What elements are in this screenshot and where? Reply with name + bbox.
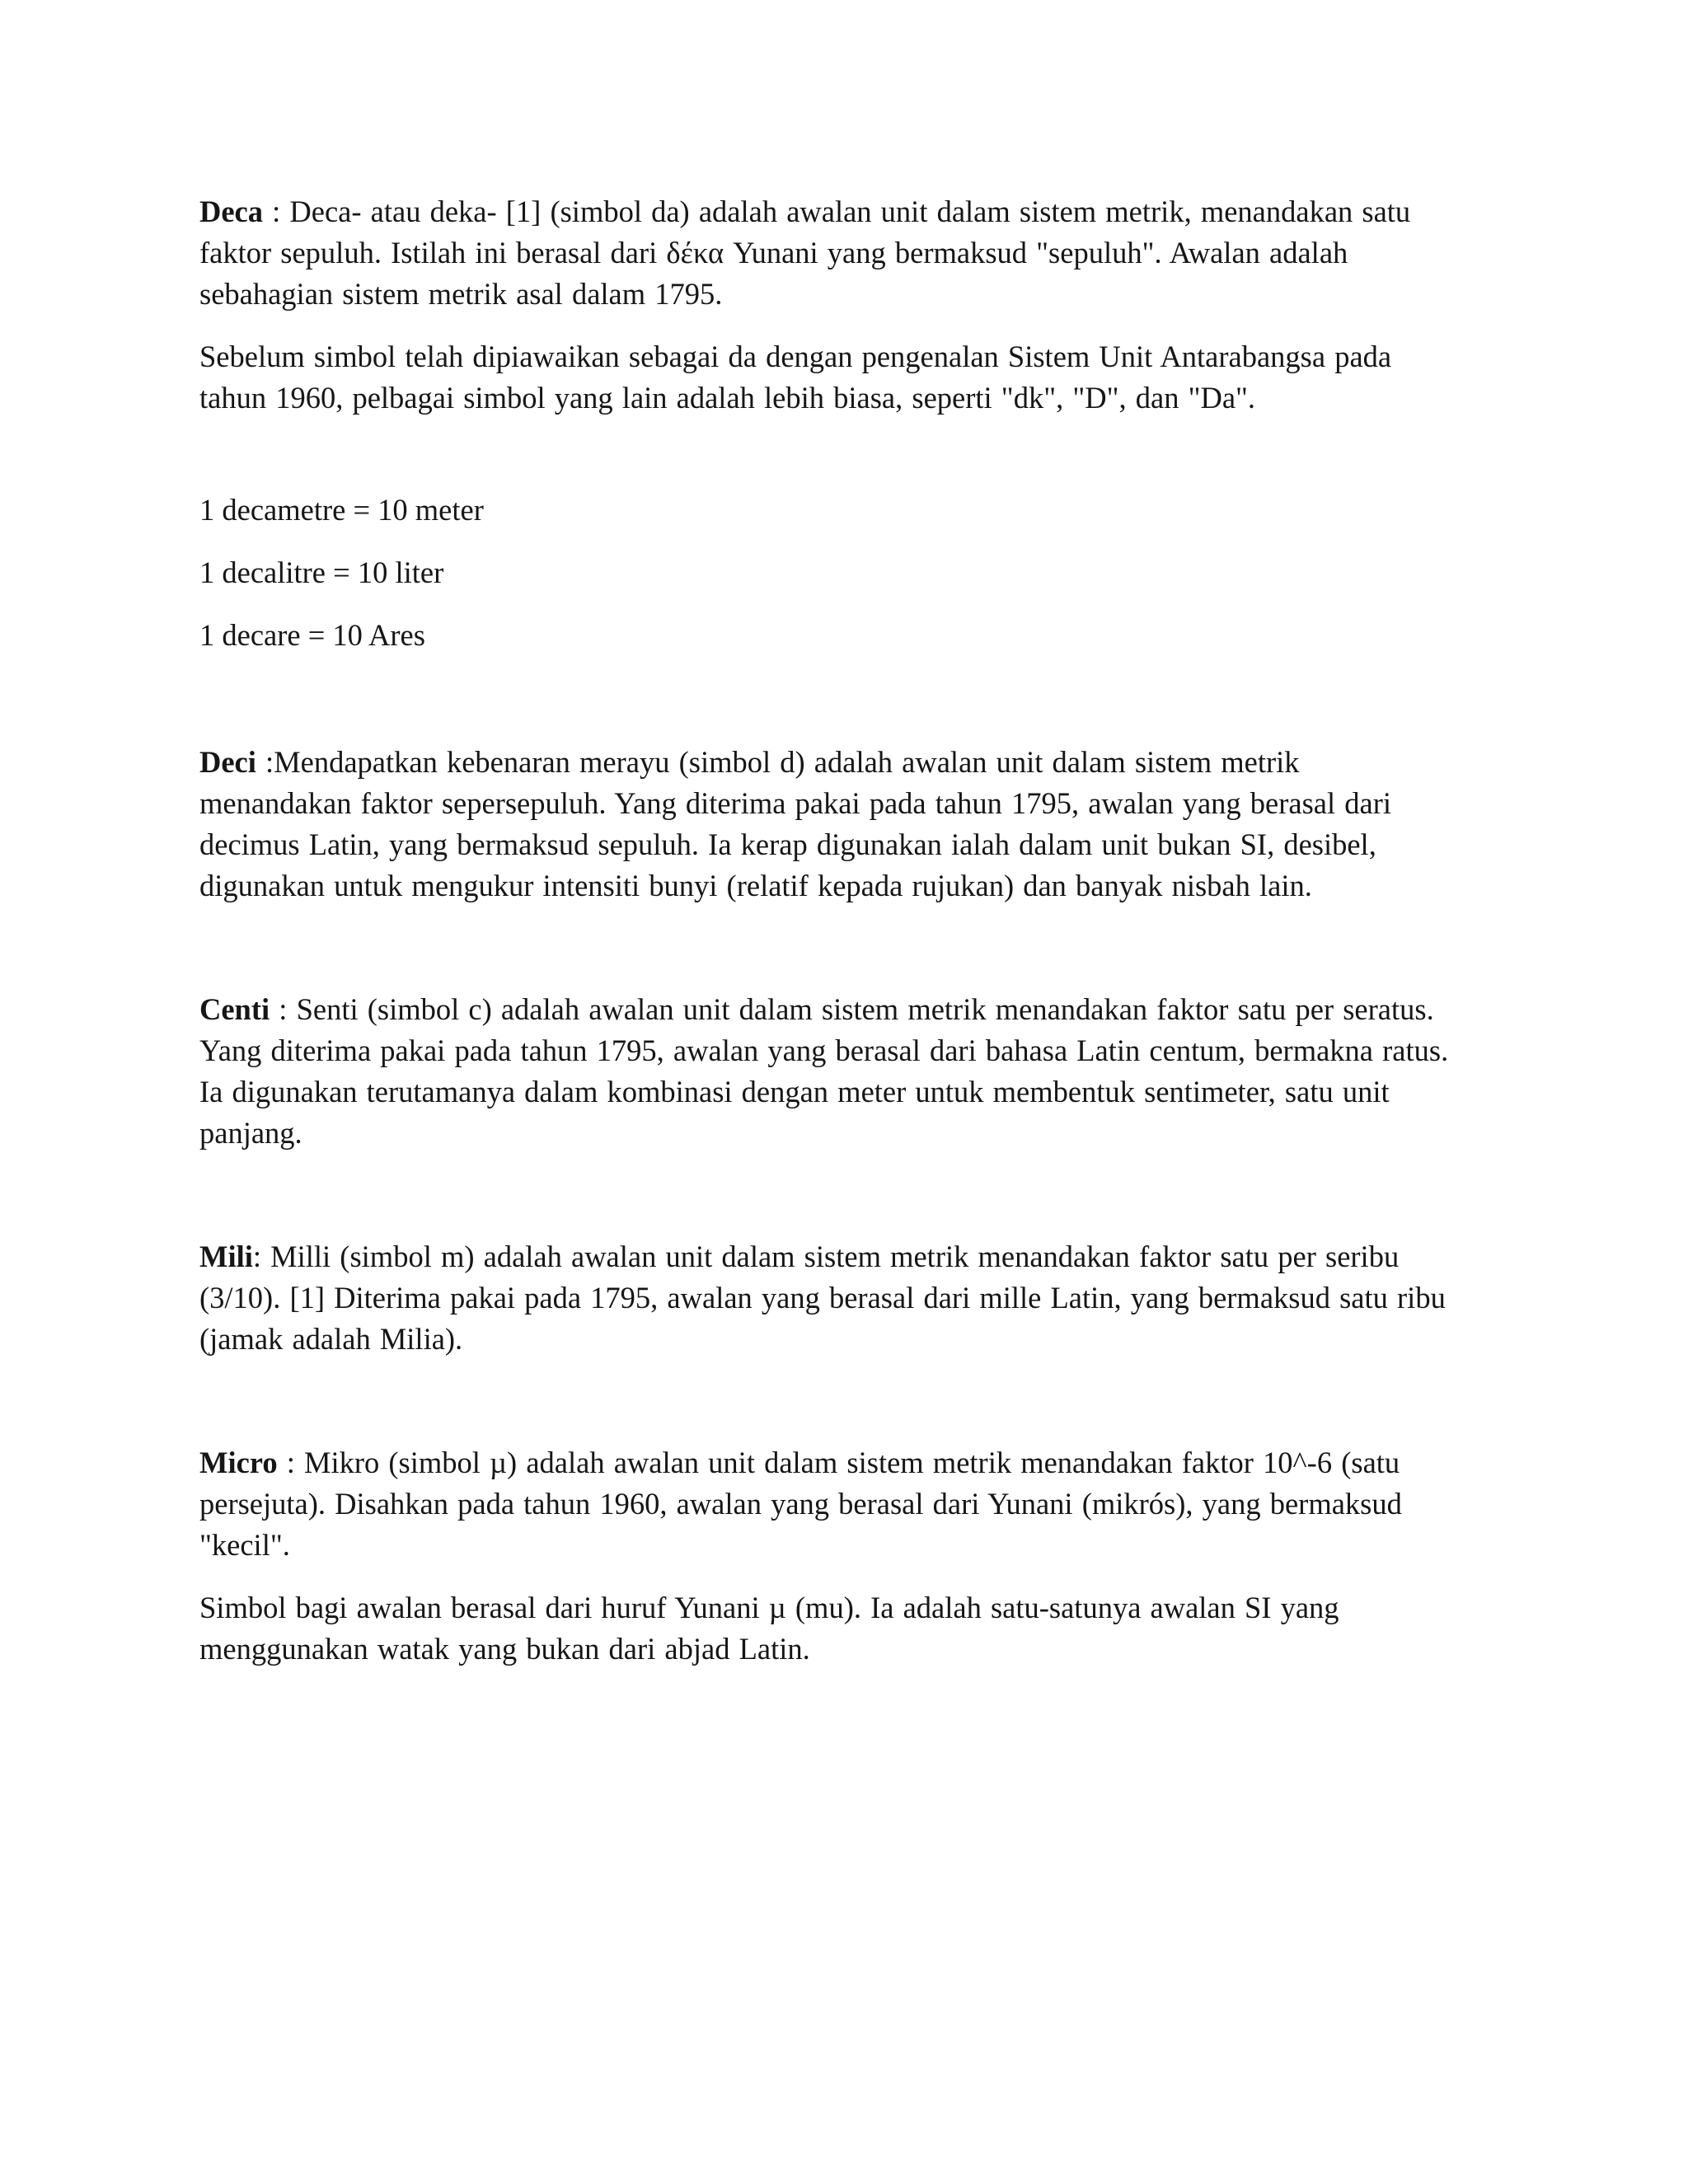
micro-separator: : (277, 1446, 304, 1479)
deci-paragraph-1 (199, 742, 1452, 907)
micro-paragraph-1 (199, 1442, 1452, 1566)
deca-paragraph-2: Sebelum simbol telah dipiawaikan sebagai da dengan pengenalan Sistem Unit Antarabangsa pada tahun 1960, pelbagai simbol yang lain adalah lebih biasa, seperti "dk", "D", dan "Da". (199, 340, 1392, 415)
centi-separator: : (270, 992, 297, 1026)
document-page (199, 191, 1452, 1670)
deca-paragraph-1 (199, 191, 1452, 315)
section-centi (199, 989, 1452, 1154)
mili-term: Mili (199, 1240, 253, 1273)
centi-text-1: Senti (simbol c) adalah awalan unit dalam sistem metrik menandakan faktor satu per seratus. Yang diterima pakai pada tahun 1795, awalan yang berasal dari bahasa Latin centum, bermakna ratus. Ia digunakan terutamanya dalam kombinasi dengan meter untuk membentuk sentimeter, satu unit panjang. (199, 992, 1449, 1150)
deca-separator: : (263, 194, 290, 228)
section-deci (199, 742, 1452, 907)
unit-line-decametre: 1 decametre = 10 meter (199, 493, 484, 527)
centi-paragraph-1 (199, 989, 1452, 1154)
section-deca (199, 191, 1452, 656)
deca-unit-list (199, 490, 1452, 656)
micro-term: Micro (199, 1446, 278, 1479)
mili-text-1: Milli (simbol m) adalah awalan unit dalam sistem metrik menandakan faktor satu per seribu (3/10). [1] Diterima pakai pada 1795, awalan yang berasal dari mille Latin, yang bermaksud satu ribu (jamak adalah Milia). (199, 1240, 1446, 1356)
mili-paragraph-1 (199, 1236, 1452, 1360)
deca-term: Deca (199, 194, 264, 228)
deci-separator: : (256, 745, 274, 779)
unit-line-decare: 1 decare = 10 Ares (199, 618, 425, 652)
deca-text-1: Deca- atau deka- [1] (simbol da) adalah awalan unit dalam sistem metrik, menandakan satu faktor sepuluh. Istilah ini berasal dari δέκα Yunani yang bermaksud "sepuluh". Awalan adalah sebahagian sistem metrik asal dalam 1795. (199, 194, 1411, 311)
deci-term: Deci (199, 745, 256, 779)
micro-paragraph-2: Simbol bagi awalan berasal dari huruf Yunani µ (mu). Ia adalah satu-satunya awalan SI yang menggunakan watak yang bukan dari abjad Latin. (199, 1591, 1339, 1666)
deci-text-1: Mendapatkan kebenaran merayu (simbol d) adalah awalan unit dalam sistem metrik menandakan faktor sepersepuluh. Yang diterima pakai pada tahun 1795, awalan yang berasal dari decimus Latin, yang bermaksud sepuluh. Ia kerap digunakan ialah dalam unit bukan SI, desibel, digunakan untuk mengukur intensiti bunyi (relatif kepada rujukan) dan banyak nisbah lain. (199, 745, 1392, 902)
centi-term: Centi (199, 992, 270, 1026)
section-micro (199, 1442, 1452, 1670)
unit-line-decalitre: 1 decalitre = 10 liter (199, 555, 444, 589)
section-mili (199, 1236, 1452, 1360)
mili-separator: : (252, 1240, 271, 1273)
micro-text-1: Mikro (simbol µ) adalah awalan unit dalam sistem metrik menandakan faktor 10^-6 (satu persejuta). Disahkan pada tahun 1960, awalan yang berasal dari Yunani (mikrós), yang bermaksud "kecil". (199, 1446, 1402, 1562)
